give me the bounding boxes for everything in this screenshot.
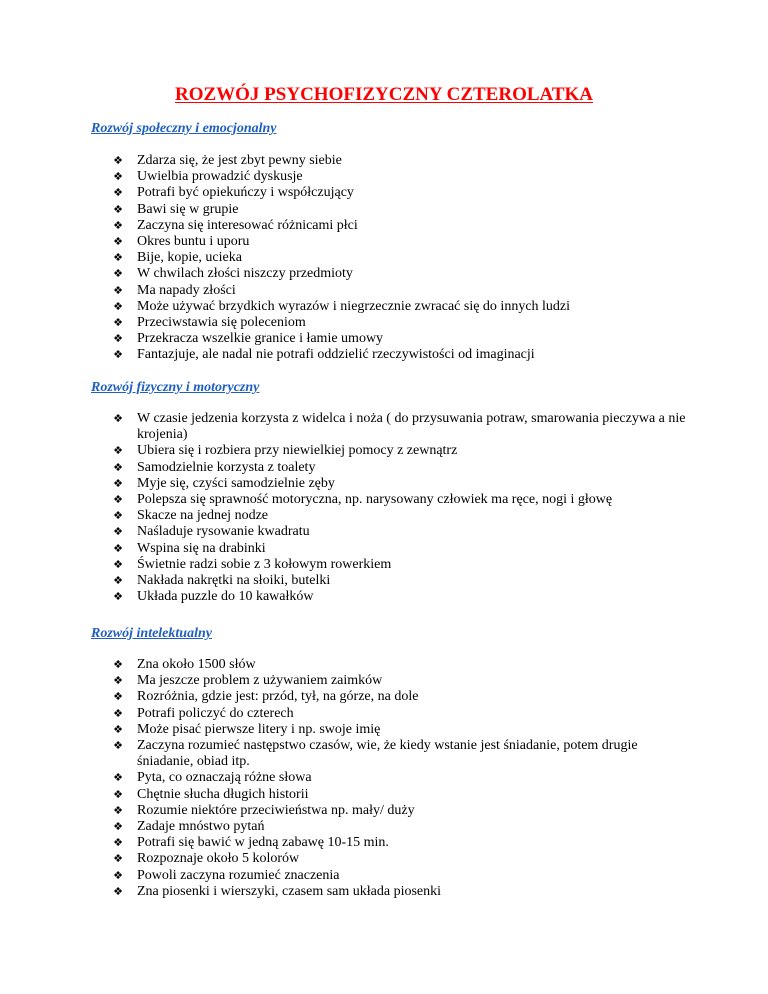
list-item-text: Uwielbia prowadzić dyskusje — [137, 169, 303, 185]
list-item — [91, 706, 691, 722]
section-heading-physical-motor: Rozwój fizyczny i motoryczny — [91, 380, 260, 395]
bullet-list-physical-motor — [91, 411, 691, 605]
bullet-list-intellectual — [91, 657, 691, 900]
list-item — [91, 411, 691, 443]
list-item-text: Świetnie radzi sobie z 3 kołowym rowerkiem — [137, 556, 392, 572]
bullet-diamond-icon: ❖ — [113, 787, 123, 801]
bullet-diamond-icon: ❖ — [113, 186, 123, 200]
list-item-text: W czasie jedzenia korzysta z widelca i noża ( do przysuwania potraw, smarowania pieczywa a nie krojenia) — [137, 411, 686, 443]
list-item-text: Myje się, czyści samodzielnie zęby — [137, 475, 335, 491]
list-item — [91, 299, 691, 315]
list-item-text: Pyta, co oznaczają różne słowa — [137, 770, 312, 786]
list-item-text: Potrafi być opiekuńczy i współczujący — [137, 185, 354, 201]
bullet-diamond-icon: ❖ — [113, 868, 123, 882]
list-item — [91, 573, 691, 589]
list-item-text: Przekracza wszelkie granice i łamie umowy — [137, 331, 384, 347]
list-item-text: Przeciwstawia się poleceniom — [137, 315, 306, 331]
list-item — [91, 835, 691, 851]
list-item-text: Chętnie słucha długich historii — [137, 786, 309, 802]
list-item — [91, 673, 691, 689]
list-item — [91, 234, 691, 250]
bullet-diamond-icon: ❖ — [113, 316, 123, 330]
list-item-text: Rozróżnia, gdzie jest: przód, tył, na górze, na dole — [137, 689, 419, 705]
list-item-text: Powoli zaczyna rozumieć znaczenia — [137, 867, 340, 883]
list-item — [91, 868, 691, 884]
bullet-diamond-icon: ❖ — [113, 820, 123, 834]
list-item — [91, 884, 691, 900]
list-item-text: Potrafi się bawić w jedną zabawę 10-15 min. — [137, 835, 389, 851]
list-item — [91, 722, 691, 738]
section-heading-social-emotional: Rozwój społeczny i emocjonalny — [91, 121, 277, 136]
bullet-diamond-icon: ❖ — [113, 299, 123, 313]
page-title: ROZWÓJ PSYCHOFIZYCZNY CZTEROLATKA — [174, 84, 594, 105]
list-item-text: Zadaje mnóstwo pytań — [137, 819, 265, 835]
bullet-diamond-icon: ❖ — [113, 202, 123, 216]
bullet-diamond-icon: ❖ — [113, 525, 123, 539]
bullet-diamond-icon: ❖ — [113, 771, 123, 785]
list-item-text: Rozumie niektóre przeciwieństwa np. mały/ duży — [137, 802, 415, 818]
list-item — [91, 185, 691, 201]
list-item — [91, 524, 691, 540]
bullet-diamond-icon: ❖ — [113, 574, 123, 588]
list-item — [91, 689, 691, 705]
list-item — [91, 819, 691, 835]
list-item — [91, 803, 691, 819]
list-item-text: Zaczyna się interesować różnicami płci — [137, 217, 358, 233]
list-item — [91, 738, 691, 770]
bullet-diamond-icon: ❖ — [113, 235, 123, 249]
list-item — [91, 315, 691, 331]
list-item — [91, 266, 691, 282]
bullet-diamond-icon: ❖ — [113, 332, 123, 346]
list-item-text: Zaczyna rozumieć następstwo czasów, wie, że kiedy wstanie jest śniadanie, potem drugie śniadanie, obiad itp. — [137, 738, 638, 770]
list-item-text: Ma jeszcze problem z używaniem zaimków — [137, 673, 383, 689]
list-item-text: Nakłada nakrętki na słoiki, butelki — [137, 573, 331, 589]
list-item — [91, 169, 691, 185]
list-item-text: Zna około 1500 słów — [137, 657, 256, 672]
list-item-text: Ubiera się i rozbiera przy niewielkiej pomocy z zewnątrz — [137, 443, 458, 459]
list-item-text: W chwilach złości niszczy przedmioty — [137, 266, 353, 282]
bullet-diamond-icon: ❖ — [113, 803, 123, 817]
list-item-text: Naśladuje rysowanie kwadratu — [137, 524, 310, 540]
list-item — [91, 250, 691, 266]
list-item-text: Rozpoznaje około 5 kolorów — [137, 851, 300, 867]
list-item — [91, 589, 691, 605]
list-item-text: Może pisać pierwsze litery i np. swoje imię — [137, 721, 381, 737]
bullet-diamond-icon: ❖ — [113, 690, 123, 704]
bullet-diamond-icon: ❖ — [113, 557, 123, 571]
list-item-text: Skacze na jednej nodze — [137, 508, 268, 524]
list-item — [91, 460, 691, 476]
list-item — [91, 787, 691, 803]
bullet-diamond-icon: ❖ — [113, 541, 123, 555]
bullet-diamond-icon: ❖ — [113, 251, 123, 265]
bullet-diamond-icon: ❖ — [113, 154, 123, 167]
bullet-diamond-icon: ❖ — [113, 412, 123, 425]
list-item-text: Wspina się na drabinki — [137, 540, 266, 556]
list-item — [91, 557, 691, 573]
bullet-diamond-icon: ❖ — [113, 460, 123, 474]
bullet-diamond-icon: ❖ — [113, 590, 123, 604]
list-item-text: Bije, kopie, ucieka — [137, 250, 242, 266]
bullet-diamond-icon: ❖ — [113, 493, 123, 507]
list-item-text: Samodzielnie korzysta z toalety — [137, 459, 316, 475]
list-item-text: Potrafi policzyć do czterech — [137, 705, 294, 721]
bullet-diamond-icon: ❖ — [113, 348, 123, 362]
list-item — [91, 657, 691, 673]
list-item-text: Zdarza się, że jest zbyt pewny siebie — [137, 153, 342, 168]
list-item-text: Fantazjuje, ale nadal nie potrafi oddzielić rzeczywistości od imaginacji — [137, 347, 535, 363]
bullet-diamond-icon: ❖ — [113, 658, 123, 671]
bullet-diamond-icon: ❖ — [113, 722, 123, 736]
list-item — [91, 851, 691, 867]
list-item-text: Bawi się w grupie — [137, 201, 239, 217]
bullet-diamond-icon: ❖ — [113, 836, 123, 850]
list-item-text: Zna piosenki i wierszyki, czasem sam układa piosenki — [137, 883, 442, 899]
bullet-diamond-icon: ❖ — [113, 218, 123, 232]
list-item — [91, 331, 691, 347]
list-item-text: Ma napady złości — [137, 282, 236, 298]
bullet-diamond-icon: ❖ — [113, 884, 123, 898]
list-item-text: Układa puzzle do 10 kawałków — [137, 589, 314, 605]
bullet-diamond-icon: ❖ — [113, 674, 123, 688]
bullet-diamond-icon: ❖ — [113, 509, 123, 523]
list-item — [91, 541, 691, 557]
list-item — [91, 492, 691, 508]
list-item-text: Okres buntu i uporu — [137, 234, 250, 250]
list-item — [91, 153, 691, 169]
list-item — [91, 347, 691, 363]
bullet-diamond-icon: ❖ — [113, 267, 123, 281]
list-item — [91, 202, 691, 218]
bullet-diamond-icon: ❖ — [113, 283, 123, 297]
bullet-diamond-icon: ❖ — [113, 444, 123, 458]
bullet-diamond-icon: ❖ — [113, 476, 123, 490]
section-heading-intellectual: Rozwój intelektualny — [91, 626, 212, 641]
list-item — [91, 476, 691, 492]
bullet-diamond-icon: ❖ — [113, 706, 123, 720]
bullet-diamond-icon: ❖ — [113, 170, 123, 184]
list-item — [91, 770, 691, 786]
bullet-diamond-icon: ❖ — [113, 739, 123, 753]
list-item — [91, 218, 691, 234]
list-item — [91, 508, 691, 524]
list-item-text: Polepsza się sprawność motoryczna, np. narysowany człowiek ma ręce, nogi i głowę — [137, 492, 613, 508]
list-item — [91, 443, 691, 459]
bullet-list-social-emotional — [91, 153, 691, 364]
bullet-diamond-icon: ❖ — [113, 852, 123, 866]
list-item — [91, 283, 691, 299]
list-item-text: Może używać brzydkich wyrazów i niegrzecznie zwracać się do innych ludzi — [137, 298, 571, 314]
